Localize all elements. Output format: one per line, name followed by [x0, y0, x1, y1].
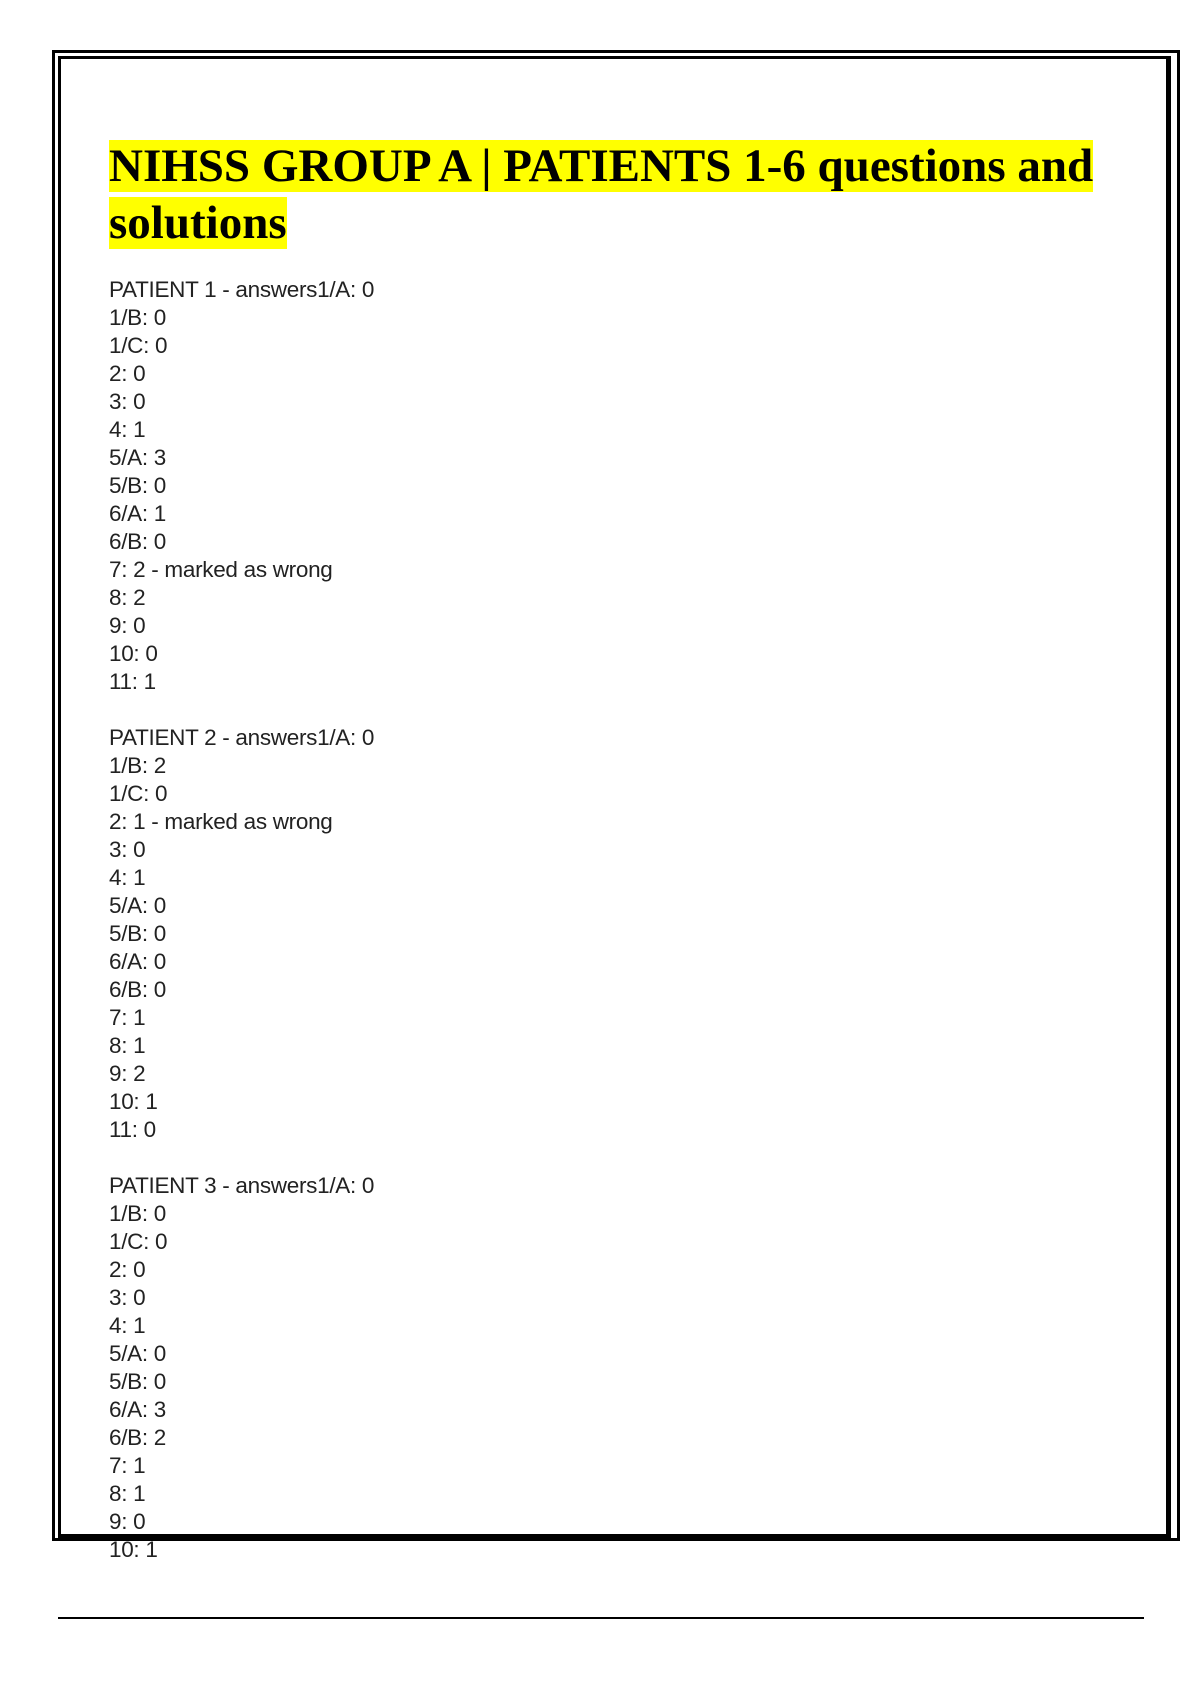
answer-line: 3: 0	[109, 389, 146, 414]
answer-line: 11: 1	[109, 669, 156, 694]
answer-line: 6/A: 0	[109, 949, 166, 974]
answer-line: 9: 0	[109, 613, 146, 638]
answer-line: 2: 0	[109, 361, 146, 386]
answer-line: 1/C: 0	[109, 333, 168, 358]
answer-line: 10: 1	[109, 1537, 158, 1560]
document-content	[109, 138, 1129, 1560]
answer-line: 6/B: 0	[109, 977, 166, 1002]
answer-line: 4: 1	[109, 417, 146, 442]
answer-line: 5/A: 0	[109, 893, 166, 918]
answer-line: 9: 2	[109, 1061, 146, 1086]
answer-line: 5/B: 0	[109, 473, 166, 498]
answer-list	[109, 276, 1129, 1560]
patient-block-3	[109, 1172, 1129, 1560]
answer-line: 7: 1	[109, 1453, 146, 1478]
answer-line: 8: 2	[109, 585, 146, 610]
answer-line: 1/C: 0	[109, 781, 168, 806]
answer-line: 7: 2 - marked as wrong	[109, 557, 333, 582]
answer-line: 5/B: 0	[109, 921, 166, 946]
answer-line: 2: 0	[109, 1257, 146, 1282]
answer-line: 8: 1	[109, 1033, 146, 1058]
answer-line: 1/B: 0	[109, 305, 166, 330]
answer-line: 6/B: 0	[109, 529, 166, 554]
answer-line: PATIENT 2 - answers1/A: 0	[109, 725, 375, 750]
answer-line: 5/A: 0	[109, 1341, 166, 1366]
answer-line: 4: 1	[109, 865, 146, 890]
document-title	[109, 138, 1129, 252]
answer-line: 10: 0	[109, 641, 158, 666]
answer-line: 1/C: 0	[109, 1229, 168, 1254]
answer-line: 10: 1	[109, 1089, 158, 1114]
answer-line: 7: 1	[109, 1005, 146, 1030]
answer-line: 6/B: 2	[109, 1425, 166, 1450]
document-title-text: NIHSS GROUP A | PATIENTS 1-6 questions and solutions	[109, 140, 1094, 249]
answer-line: PATIENT 3 - answers1/A: 0	[109, 1173, 375, 1198]
answer-line: 3: 0	[109, 837, 146, 862]
answer-line: 2: 1 - marked as wrong	[109, 809, 333, 834]
answer-line: 5/A: 3	[109, 445, 166, 470]
answer-line: 6/A: 3	[109, 1397, 166, 1422]
footer-rule	[58, 1617, 1144, 1619]
answer-line: 3: 0	[109, 1285, 146, 1310]
answer-line: 1/B: 0	[109, 1201, 166, 1226]
patient-block-1	[109, 276, 1129, 696]
answer-line: 5/B: 0	[109, 1369, 166, 1394]
answer-line: 9: 0	[109, 1509, 146, 1534]
patient-block-2	[109, 724, 1129, 1144]
answer-line: 4: 1	[109, 1313, 146, 1338]
answer-line: 11: 0	[109, 1117, 156, 1142]
answer-line: PATIENT 1 - answers1/A: 0	[109, 277, 375, 302]
answer-line: 8: 1	[109, 1481, 146, 1506]
answer-line: 6/A: 1	[109, 501, 166, 526]
answer-line: 1/B: 2	[109, 753, 166, 778]
